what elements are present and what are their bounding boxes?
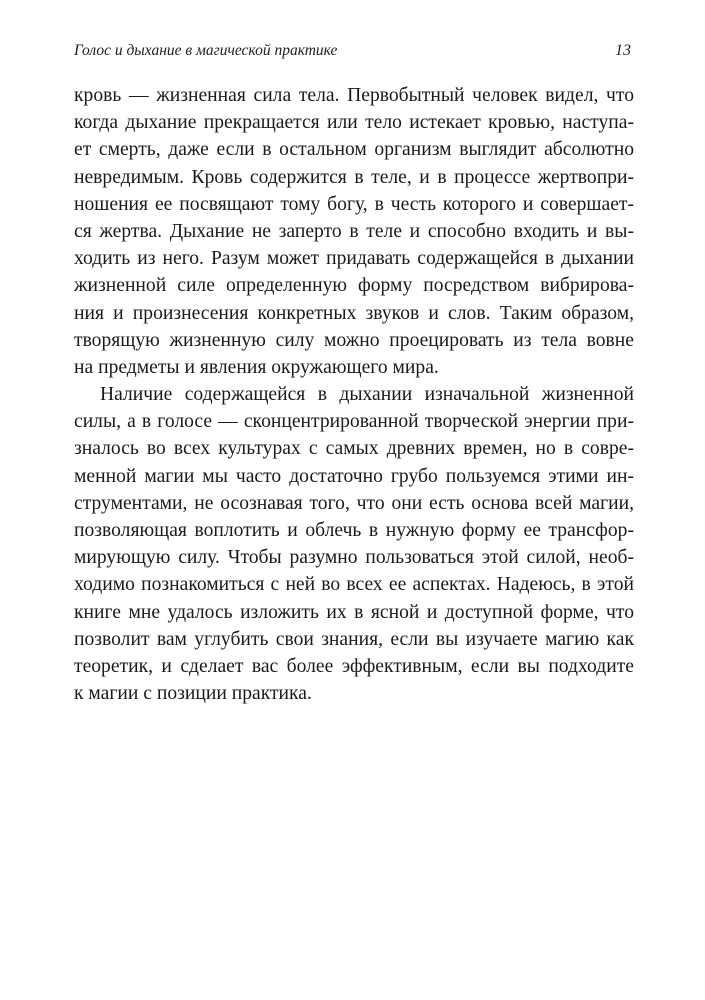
text-line: ношения ее посвящают тому богу, в честь которого и совершает- xyxy=(74,193,634,215)
text-line: теоретик, и сделает вас более эффективным, если вы подходите xyxy=(74,655,634,677)
text-line: струментами, не осознавая того, что они есть основа всей магии, xyxy=(74,492,634,514)
text-line: жизненной силе определенную форму посредством вибрирова- xyxy=(74,275,634,297)
page-number: 13 xyxy=(615,42,631,59)
text-line: кровь — жизненная сила тела. Первобытный человек видел, что xyxy=(74,85,634,106)
running-head-title: Голос и дыхание в магической практике xyxy=(74,42,338,59)
text-line: зналось во всех культурах с самых древних времен, но в совре- xyxy=(74,438,634,460)
text-line: менной магии мы часто достаточно грубо пользуемся этими ин- xyxy=(74,465,634,487)
text-line: на предметы и явления окружающего мира. xyxy=(74,356,439,378)
paragraph xyxy=(74,82,634,381)
text-line: позволит вам углубить свои знания, если вы изучаете магию как xyxy=(74,628,634,650)
text-line: творящую жизненную силу можно проецировать из тела вовне xyxy=(74,329,634,351)
running-head xyxy=(74,42,631,64)
text-line: ет смерть, даже если в остальном организм выглядит абсолютно xyxy=(74,139,634,161)
text-line: ходимо познакомиться с ней во всех ее аспектах. Надеюсь, в этой xyxy=(74,574,634,596)
text-line: книге мне удалось изложить их в ясной и доступной форме, что xyxy=(74,601,634,623)
text-line: силы, а в голосе — сконцентрированной творческой энергии при- xyxy=(74,411,634,433)
text-line: ходить из него. Разум может придавать содержащейся в дыхании xyxy=(74,248,634,270)
text-line: невредимым. Кровь содержится в теле, и в процессе жертвопри- xyxy=(74,166,634,188)
paragraph xyxy=(74,381,634,707)
text-line: когда дыхание прекращается или тело истекает кровью, наступа- xyxy=(74,112,634,134)
text-line: позволяющая воплотить и облечь в нужную форму ее трансфор- xyxy=(74,520,634,541)
body-text xyxy=(74,82,634,707)
text-line: ния и произнесения конкретных звуков и слов. Таким образом, xyxy=(74,302,634,324)
text-line: ся жертва. Дыхание не заперто в теле и способно входить и вы- xyxy=(74,220,634,242)
text-line: мирующую силу. Чтобы разумно пользоваться этой силой, необ- xyxy=(74,547,634,569)
text-line: Наличие содержащейся в дыхании изначальной жизненной xyxy=(100,384,634,406)
text-line: к магии с позиции практика. xyxy=(74,683,312,705)
